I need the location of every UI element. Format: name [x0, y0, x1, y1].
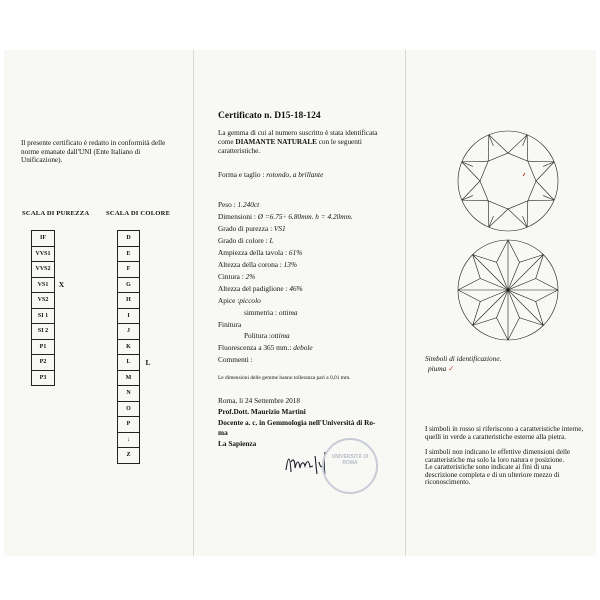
colore-grade: E	[118, 246, 140, 262]
purezza-row	[32, 370, 69, 386]
colore-row	[118, 308, 157, 324]
tavola-row: Ampiezza della tavola : 61%	[218, 248, 303, 257]
crown-view-diagram	[455, 128, 561, 234]
university-stamp: UNIVERSITÀ DI ROMA	[322, 438, 378, 494]
dimensioni-row: Dimensioni : Ø =6.75÷ 6.80mm. h = 4.20mm.	[218, 212, 353, 221]
certificate-number: Certificato n. D15-18-124	[218, 111, 321, 121]
purezza-mark	[55, 262, 69, 278]
colore-mark	[140, 370, 157, 386]
purezza-mark	[55, 339, 69, 355]
purezza-row	[32, 246, 69, 262]
purezza-row	[32, 231, 69, 247]
colore-row	[118, 262, 157, 278]
purezza-row	[32, 339, 69, 355]
forma-value: rotondo, a brillante	[266, 170, 324, 179]
colore-mark	[140, 293, 157, 309]
corona-row: Altezza della corona : 13%	[218, 260, 298, 269]
purezza-row	[32, 324, 69, 340]
piuma-red-mark: ✓	[448, 364, 455, 373]
colore-scale-table	[117, 230, 157, 464]
legend-red-green: I simboli in rosso si riferiscono a caratteristiche interne, quelli in verde a caratteristiche esterne alla pietra.	[425, 425, 584, 441]
purezza-scale-title: SCALA DI PUREZZA	[22, 210, 90, 217]
identification-symbols-title: Simboli di identificazione.	[425, 354, 502, 363]
colore-row	[118, 448, 157, 464]
colore-mark	[140, 401, 157, 417]
legend-description: Le caratteristiche sono indicate ai fini di una descrizione completa e di un ulteriore mezzo di riconoscimento.	[425, 463, 560, 487]
colore-row	[118, 339, 157, 355]
colore-row	[118, 370, 157, 386]
purezza-mark: X	[58, 280, 65, 290]
colore-grade: G	[118, 277, 140, 293]
colore-grade: ↓	[118, 432, 140, 448]
colore-grade: L	[118, 355, 140, 371]
politura-row: Politura :ottima	[244, 331, 290, 340]
finitura-label: Finitura	[218, 320, 242, 329]
purezza-grade: VVS1	[32, 246, 55, 262]
cintura-row: Cintura : 2%	[218, 272, 256, 281]
purezza-mark	[55, 355, 69, 371]
colore-grade: Z	[118, 448, 140, 464]
purezza-row	[32, 277, 69, 293]
institution: La Sapienza	[218, 439, 257, 448]
natural-diamond-label: DIAMANTE NATURALE	[235, 137, 317, 146]
purezza-grade: IF	[32, 231, 55, 247]
colore-mark	[140, 262, 157, 278]
colore-row	[118, 324, 157, 340]
purezza-grade: SI 2	[32, 324, 55, 340]
colore-grade: H	[118, 293, 140, 309]
padiglione-value: 46%	[289, 284, 303, 293]
legend-dimensions: I simboli non indicano le effettive dimensioni delle caratteristiche ma solo la loro natura e posizione.	[425, 448, 571, 464]
purezza-mark	[55, 293, 69, 309]
colore-grade: M	[118, 370, 140, 386]
uni-conformity-note: Il presente certificato è redatto in conformità delle norme emanate dall'UNI (Ente Italiano di Unificazione).	[21, 139, 166, 165]
colore-row	[118, 401, 157, 417]
purezza-row	[32, 293, 69, 309]
purezza-grade: VS2	[32, 293, 55, 309]
colore-row	[118, 293, 157, 309]
colore-mark	[140, 339, 157, 355]
purezza-value: VS1	[273, 224, 286, 233]
colore-grade: N	[118, 386, 140, 402]
colore-mark	[140, 448, 157, 464]
fluorescenza-value: debole	[293, 343, 313, 352]
purezza-row	[32, 308, 69, 324]
colore-row	[118, 246, 157, 262]
purezza-grade: P3	[32, 370, 55, 386]
signer-name: Prof.Dott. Maurizio Martini	[218, 407, 306, 416]
colore-grade: K	[118, 339, 140, 355]
intro-text-1: La gemma di cui al numero suscritto è stata identificata come	[218, 129, 378, 146]
purezza-mark	[55, 246, 69, 262]
peso-row: Peso : 1.240ct	[218, 200, 260, 209]
pavilion-view-diagram	[455, 237, 561, 343]
apice-row: Apice :piccolo	[218, 296, 261, 305]
place-date: Roma, li 24 Settembre 2018	[218, 396, 301, 405]
fold-line-left	[193, 50, 194, 556]
purezza-row	[32, 262, 69, 278]
forma-row: Forma e taglio : rotondo, a brillante	[218, 170, 324, 179]
colore-mark	[140, 246, 157, 262]
cintura-value: 2%	[245, 272, 256, 281]
colore-grade: P	[118, 417, 140, 433]
colore-mark: L	[145, 357, 151, 367]
colore-grade: D	[118, 231, 140, 247]
colore-mark	[140, 324, 157, 340]
colore-grade: O	[118, 401, 140, 417]
colore-value: L	[269, 236, 274, 245]
dimensioni-value: Ø =6.75÷ 6.80mm. h = 4.20mm.	[257, 212, 353, 221]
corona-value: 13%	[283, 260, 298, 269]
colore-grade: J	[118, 324, 140, 340]
colore-mark	[140, 308, 157, 324]
purezza-grade: P1	[32, 339, 55, 355]
padiglione-row: Altezza del padiglione : 46%	[218, 284, 303, 293]
purezza-mark	[55, 324, 69, 340]
purezza-mark	[55, 370, 69, 386]
identification-statement	[218, 129, 383, 155]
purezza-scale-table	[31, 230, 69, 386]
tolerance-note: Le dimensioni delle gemme hanno tolleranza pari a 0,01 mm.	[218, 375, 351, 381]
purezza-grade: VVS2	[32, 262, 55, 278]
purezza-row	[32, 355, 69, 371]
peso-value: 1.240ct	[237, 200, 260, 209]
colore-mark	[140, 386, 157, 402]
colore-row: Grado di colore : L	[218, 236, 274, 245]
simmetria-row: simmetria : ottima	[244, 308, 298, 317]
colore-row	[118, 355, 157, 371]
colore-mark	[140, 231, 157, 247]
piuma-symbol-row: piuma ✓	[428, 364, 455, 373]
tavola-value: 61%	[288, 248, 303, 257]
purezza-mark	[55, 308, 69, 324]
colore-row	[118, 432, 157, 448]
fluorescenza-row: Fluorescenza a 365 mm.: debole	[218, 343, 313, 352]
fold-line-right	[405, 50, 406, 556]
purezza-row: Grado di purezza : VS1	[218, 224, 286, 233]
intro-text-2: con le seguenti caratteristiche.	[218, 137, 362, 155]
purezza-grade: VS1	[32, 277, 55, 293]
colore-grade: I	[118, 308, 140, 324]
signer-role-1: Docente a. c. in Gemmologia nell'Università di Ro-	[218, 418, 376, 427]
commenti-label: Commenti :	[218, 355, 253, 364]
colore-row	[118, 231, 157, 247]
colore-row	[118, 386, 157, 402]
colore-grade: F	[118, 262, 140, 278]
inclusion-mark-crown	[523, 173, 525, 176]
colore-row	[118, 417, 157, 433]
politura-value: ottima	[270, 331, 290, 340]
signer-role-2: ma	[218, 428, 228, 437]
simmetria-value: ottima	[278, 308, 298, 317]
colore-mark	[140, 417, 157, 433]
purezza-grade: P2	[32, 355, 55, 371]
apice-value: piccolo	[239, 296, 261, 305]
purezza-mark	[55, 231, 69, 247]
colore-mark	[140, 432, 157, 448]
colore-mark	[140, 277, 157, 293]
purezza-grade: SI 1	[32, 308, 55, 324]
colore-row	[118, 277, 157, 293]
colore-scale-title: SCALA DI COLORE	[106, 210, 171, 217]
